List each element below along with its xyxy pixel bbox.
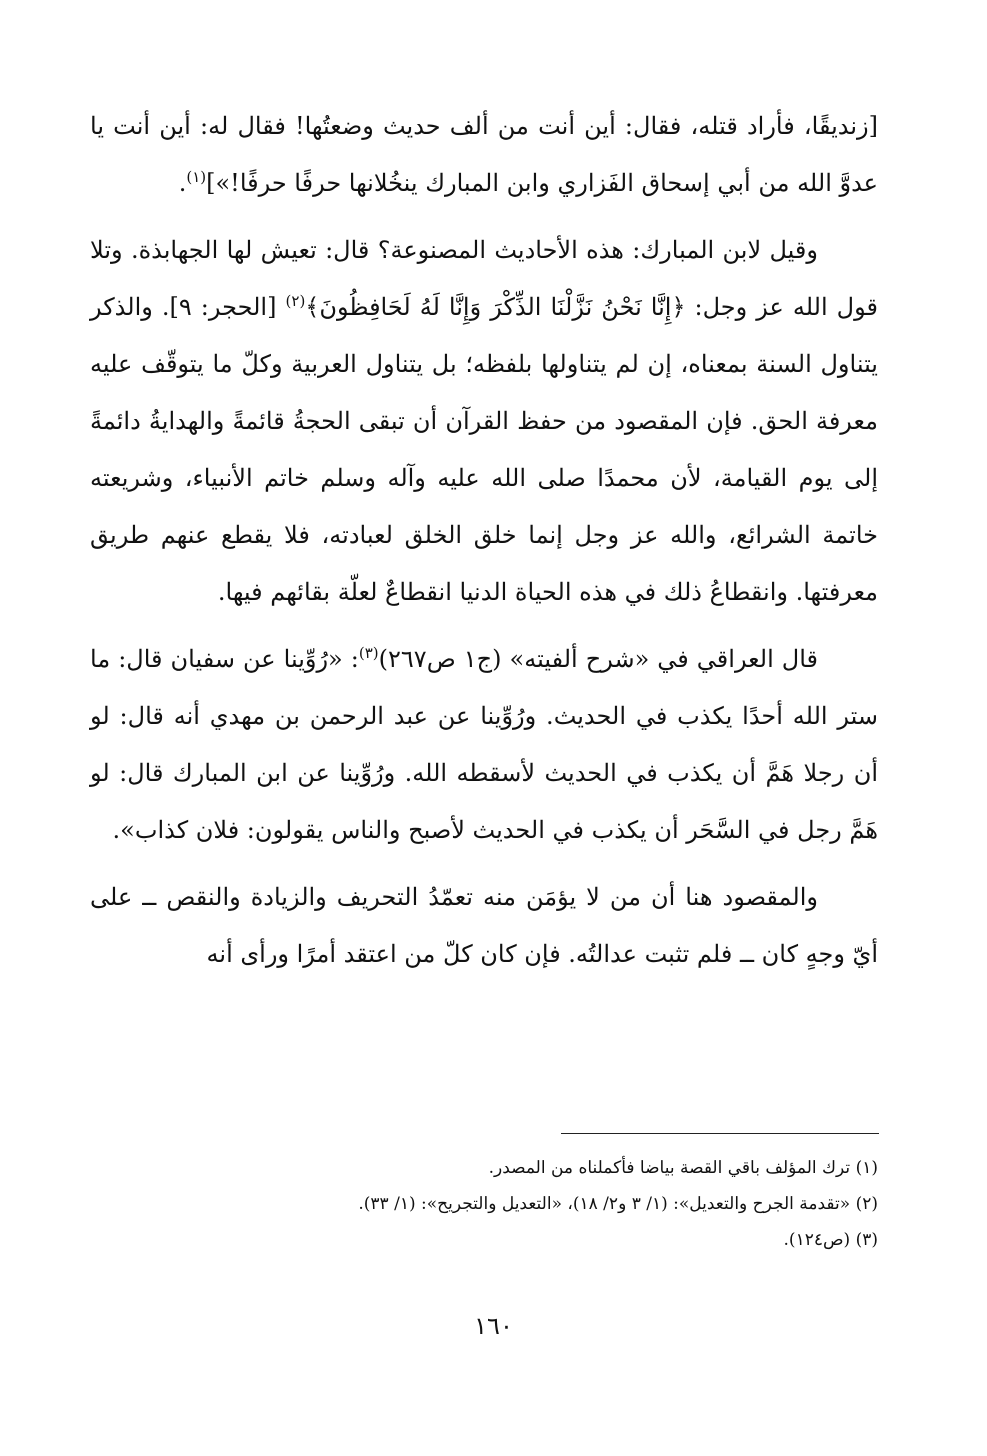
footnote-number: (١) <box>855 1158 878 1178</box>
footnote-ref-3: (٣) <box>358 644 379 662</box>
footnote-number: (٢) <box>855 1194 878 1214</box>
paragraph-2: وقيل لابن المبارك: هذه الأحاديث المصنوعة؟ قال: تعيش لها الجهابذة. وتلا قول الله عز وجل: ﴿إِنَّا نَحْنُ نَزَّلْنَا الذِّكْرَ وَإِنَّا لَهُ لَحَافِظُونَ﴾$^{(٢)}$ [الحجر: ٩]. والذكر يتناول السنة بمعناه، إن لم يتناولها بلفظه؛ بل يتناول العربية وكلّ ما يتوقّف عليه معرفة الحق. فإن المقصود من حفظ القرآن أن تبقى الحجةُ قائمةً والهدايةُ دائمةً إلى يوم القيامة، لأن محمدًا صلى الله عليه وآله وسلم خاتم الأنبياء، وشريعته خاتمة الشرائع، والله عز وجل إنما خلق الخلق لعبادته، فلا يقطع عنهم طريق معرفتها. وانقطاعُ ذلك في هذه الحياة الدنيا انقطاعٌ لعلّة بقائهم فيها. <box>90 236 878 606</box>
footnote-ref-2: (٢) <box>285 292 306 310</box>
page-number: ١٦٠ <box>474 1312 513 1340</box>
paragraph-1: [زنديقًا، فأراد قتله، فقال: أين أنت من ألف حديث وضعتُها! فقال له: أين أنت يا عدوَّ الله من أبي إسحاق الفَزاري وابن المبارك ينخُلانها حرفًا حرفًا!»]$^{(١)}$. <box>90 112 878 197</box>
footnote-text: ترك المؤلف باقي القصة بياضا فأكملناه من المصدر. <box>488 1158 851 1178</box>
footnote-1 <box>90 1150 878 1186</box>
footnote-text: «تقدمة الجرح والتعديل»: (١/ ٣ و٢/ ١٨)، «التعديل والتجريح»: (١/ ٣٣). <box>358 1194 851 1214</box>
main-text <box>90 98 878 983</box>
footnote-3 <box>90 1222 878 1258</box>
footnote-number: (٣) <box>855 1230 878 1250</box>
footnote-text: (ص١٢٤). <box>783 1230 851 1250</box>
footnote-divider <box>561 1133 879 1134</box>
footnotes <box>90 1150 878 1258</box>
footnote-2 <box>90 1186 878 1222</box>
paragraph-4: والمقصود هنا أن من لا يؤمَن منه تعمّدُ التحريف والزيادة والنقص ــ على أيّ وجهٍ كان ــ فلم تثبت عدالتُه. فإن كان كلّ من اعتقد أمرًا ورأى أنه <box>90 883 878 968</box>
paragraph-3: قال العراقي في «شرح ألفيته» (ج١ ص٢٦٧)$^{(٣)}$: «رُوِّينا عن سفيان قال: ما ستر الله أحدًا يكذب في الحديث. ورُوِّينا عن عبد الرحمن بن مهدي أنه قال: لو أن رجلا هَمَّ أن يكذب في الحديث لأسقطه الله. ورُوِّينا عن ابن المبارك قال: لو هَمَّ رجل في السَّحَر أن يكذب في الحديث لأصبح والناس يقولون: فلان كذاب». <box>90 644 878 844</box>
footnote-ref-1: (١) <box>186 168 207 186</box>
